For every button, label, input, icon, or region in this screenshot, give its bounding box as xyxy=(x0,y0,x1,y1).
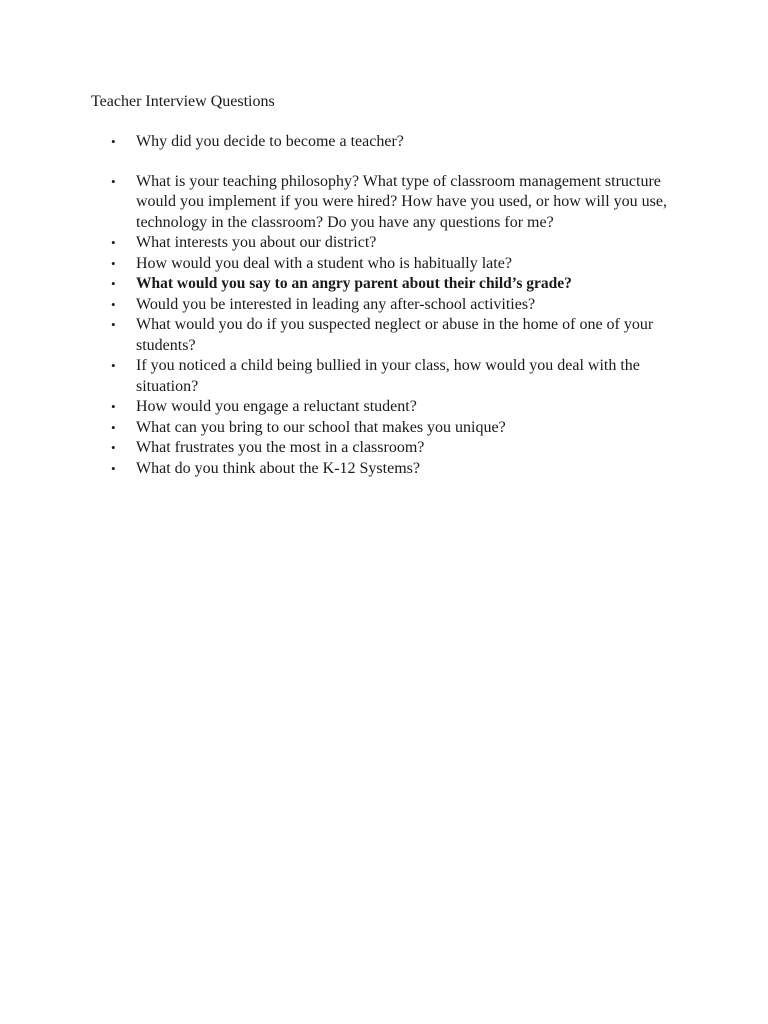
list-item xyxy=(111,459,681,480)
bullet-icon: • xyxy=(111,296,116,312)
question-text: What can you bring to our school that makes you unique? xyxy=(136,418,506,436)
list-item xyxy=(111,172,681,234)
list-item xyxy=(111,397,681,418)
bullet-icon: • xyxy=(111,358,116,373)
question-text: If you noticed a child being bullied in your class, how would you deal with the situation? xyxy=(136,357,640,395)
list-item xyxy=(111,295,681,316)
bullet-icon: • xyxy=(111,399,116,414)
list-item xyxy=(111,274,681,295)
question-text: What interests you about our district? xyxy=(136,234,377,251)
bullet-icon: • xyxy=(111,235,116,250)
question-text: What would you say to an angry parent about their child’s grade? xyxy=(136,275,572,292)
document-title: Teacher Interview Questions xyxy=(91,93,275,110)
bullet-icon: • xyxy=(111,419,116,435)
question-text: What do you think about the K-12 Systems? xyxy=(136,459,420,477)
question-text: What would you do if you suspected neglect or abuse in the home of one of your students? xyxy=(136,316,654,354)
bullet-icon: • xyxy=(111,134,116,149)
list-item xyxy=(111,315,681,356)
question-list xyxy=(111,132,681,479)
list-item xyxy=(111,438,681,459)
bullet-icon: • xyxy=(111,276,116,291)
question-text: Why did you decide to become a teacher? xyxy=(136,133,404,150)
question-text: What frustrates you the most in a classroom? xyxy=(136,439,425,456)
bullet-icon: • xyxy=(111,440,116,455)
list-item xyxy=(111,356,681,397)
list-item xyxy=(111,418,681,439)
question-text: What is your teaching philosophy? What type of classroom management structure would you implement if you were hired? How have you used, or how will you use, technology in the classroom? Do you have any questions for me? xyxy=(136,172,668,231)
list-item xyxy=(111,233,681,254)
question-text: How would you engage a reluctant student? xyxy=(136,398,417,415)
bullet-icon: • xyxy=(111,460,116,476)
list-item xyxy=(111,132,681,153)
bullet-icon: • xyxy=(111,173,116,189)
list-item xyxy=(111,254,681,275)
question-text: Would you be interested in leading any after-school activities? xyxy=(136,295,536,313)
bullet-icon: • xyxy=(111,317,116,332)
bullet-icon: • xyxy=(111,255,116,271)
question-text: How would you deal with a student who is habitually late? xyxy=(136,254,512,272)
